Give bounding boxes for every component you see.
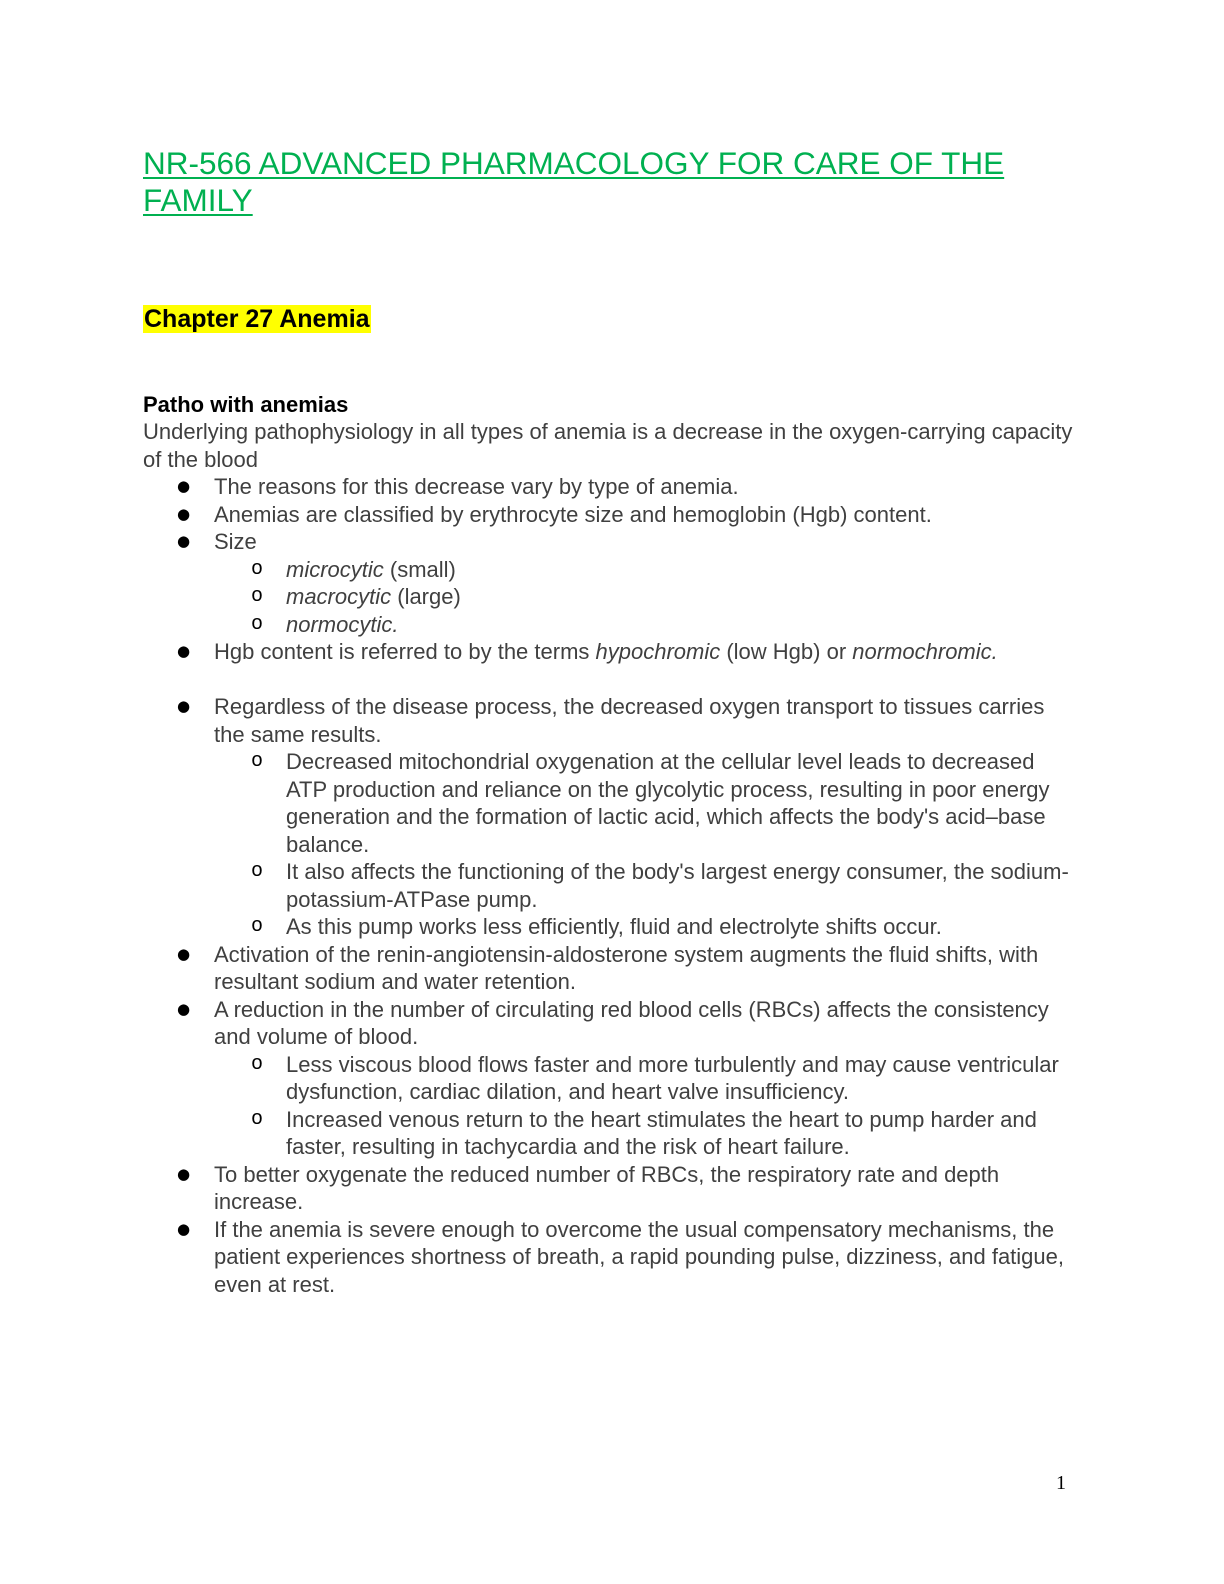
hollow-circle-bullet-icon: o: [251, 557, 264, 581]
list-item-text: Size: [214, 529, 257, 554]
list-item: [143, 473, 1073, 501]
list-item: [143, 941, 1073, 996]
paragraph-gap: [143, 666, 1073, 694]
filled-circle-bullet-icon: ●: [177, 532, 191, 550]
sub-list-item-text: It also affects the functioning of the body's largest energy consumer, the sodium-potassium-ATPase pump.: [286, 859, 1069, 912]
sub-list-item-text: Less viscous blood flows faster and more turbulently and may cause ventricular dysfunction, cardiac dilation, and heart valve insufficiency.: [286, 1051, 1059, 1104]
sub-list-item: [214, 1106, 1073, 1161]
hollow-circle-bullet-icon: o: [251, 612, 264, 636]
hollow-circle-bullet-icon: o: [251, 1052, 264, 1076]
hollow-circle-bullet-icon: o: [251, 915, 264, 938]
term-description: (small): [383, 556, 456, 582]
document-body: [143, 418, 1073, 1298]
list-item: [143, 1161, 1073, 1216]
term-text: hypochromic: [595, 639, 721, 664]
sub-list-item: [214, 1051, 1073, 1106]
list-item-text: Anemias are classified by erythrocyte size and hemoglobin (Hgb) content.: [214, 501, 932, 527]
list-item-text: A reduction in the number of circulating red blood cells (RBCs) affects the consistency and volume of blood.: [214, 996, 1049, 1049]
section-heading: Patho with anemias: [143, 392, 349, 417]
sub-list-item: [214, 556, 1073, 584]
hollow-circle-bullet-icon: o: [251, 860, 264, 883]
document-title: NR-566 ADVANCED PHARMACOLOGY FOR CARE OF THE FAMILY: [143, 145, 1005, 218]
filled-circle-bullet-icon: ●: [177, 477, 191, 495]
sub-list-item: [214, 583, 1073, 611]
term-text: normochromic.: [852, 639, 998, 664]
term-description: (large): [391, 584, 461, 609]
list-item-text: Activation of the renin-angiotensin-aldosterone system augments the fluid shifts, with resultant sodium and water retention.: [214, 941, 1039, 994]
list-item-text: (low Hgb) or: [720, 639, 853, 664]
sub-list-item: [214, 858, 1073, 913]
bullet-list: [143, 693, 1073, 1298]
list-item: [143, 996, 1073, 1161]
sub-bullet-list: [214, 748, 1073, 941]
term-text: normocytic.: [286, 611, 399, 637]
list-item-text: To better oxygenate the reduced number of RBCs, the respiratory rate and depth increase.: [214, 1161, 1000, 1214]
sub-list-item-text: Increased venous return to the heart stimulates the heart to pump harder and faster, resulting in tachycardia and the risk of heart failure.: [286, 1106, 1037, 1159]
list-item: [143, 501, 1073, 529]
term-text: microcytic: [286, 556, 384, 582]
list-item-text: Hgb content is referred to by the terms: [214, 639, 596, 664]
list-item: [143, 1216, 1073, 1299]
list-item-text: If the anemia is severe enough to overcome the usual compensatory mechanisms, the patient experiences shortness of breath, a rapid pounding pulse, dizziness, and fatigue, even at rest.: [214, 1216, 1064, 1297]
chapter-heading-text: Chapter 27 Anemia: [144, 305, 370, 333]
sub-list-item-text: Decreased mitochondrial oxygenation at the cellular level leads to decreased ATP production and reliance on the glycolytic process, resulting in poor energy generation and the formation of lactic acid, which affects the body's acid–base balance.: [286, 749, 1050, 857]
list-item-text: The reasons for this decrease vary by type of anemia.: [214, 474, 739, 499]
filled-circle-bullet-icon: ●: [177, 944, 191, 963]
sub-bullet-list: [214, 556, 1073, 639]
list-item: [143, 638, 1073, 666]
filled-circle-bullet-icon: ●: [177, 642, 191, 660]
chapter-heading: [143, 304, 371, 335]
hollow-circle-bullet-icon: o: [251, 1107, 264, 1131]
sub-list-item-text: As this pump works less efficiently, fluid and electrolyte shifts occur.: [286, 914, 942, 939]
list-item-text: Regardless of the disease process, the decreased oxygen transport to tissues carries the same results.: [214, 694, 1045, 747]
sub-list-item: [214, 611, 1073, 639]
sub-list-item: [214, 913, 1073, 941]
filled-circle-bullet-icon: ●: [177, 999, 191, 1018]
filled-circle-bullet-icon: ●: [177, 1164, 191, 1183]
bullet-list: [143, 473, 1073, 666]
sub-list-item: [214, 748, 1073, 858]
hollow-circle-bullet-icon: o: [251, 750, 264, 773]
page-number: 1: [1056, 1472, 1066, 1494]
filled-circle-bullet-icon: ●: [177, 504, 191, 523]
term-text: macrocytic: [286, 584, 392, 609]
list-item: [143, 528, 1073, 638]
list-item: [143, 693, 1073, 941]
filled-circle-bullet-icon: ●: [177, 697, 191, 715]
filled-circle-bullet-icon: ●: [177, 1219, 191, 1238]
intro-paragraph: Underlying pathophysiology in all types of anemia is a decrease in the oxygen-carrying capacity of the blood: [143, 419, 1073, 472]
hollow-circle-bullet-icon: o: [251, 585, 264, 608]
sub-bullet-list: [214, 1051, 1073, 1161]
